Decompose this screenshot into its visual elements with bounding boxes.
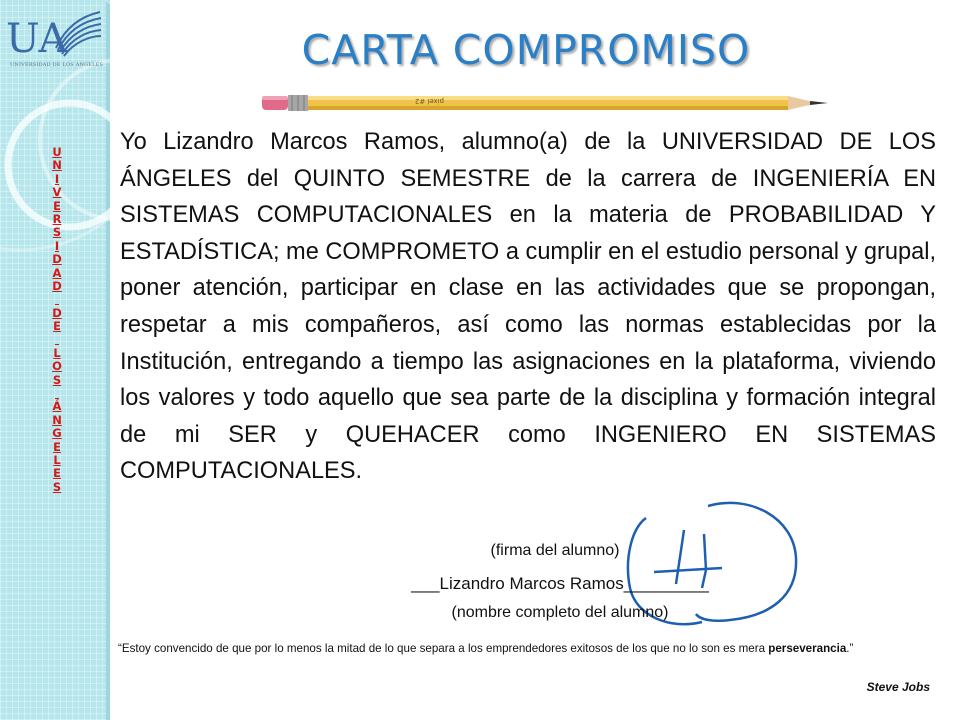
sidebar-letter: S: [52, 372, 62, 387]
university-logo: [4, 8, 102, 70]
sidebar-letter: E: [53, 198, 61, 213]
sidebar-letter: E: [53, 466, 61, 481]
sidebar-letter: R: [52, 211, 62, 226]
sidebar-letter: S: [52, 479, 62, 494]
sidebar-vertical-text: [47, 146, 67, 494]
sidebar-edge: [106, 0, 110, 720]
sidebar-letter: O: [52, 359, 62, 374]
sidebar-letter: I: [54, 238, 60, 253]
sidebar-letter: D: [52, 252, 62, 267]
sidebar-letter: N: [52, 412, 62, 427]
logo-university-name: UNIVERSIDAD DE LOS ÁNGELES: [10, 62, 104, 68]
sidebar-letter: [55, 293, 59, 306]
sidebar-letter: I: [54, 171, 60, 186]
quote-author: Steve Jobs: [866, 680, 930, 694]
sidebar-letter: S: [52, 225, 62, 240]
signature-label: (firma del alumno): [490, 542, 620, 559]
sidebar-letter: A: [52, 265, 62, 280]
sidebar-letter: U: [52, 145, 62, 159]
sidebar-letter: L: [53, 345, 61, 360]
quote-text: “Estoy convencido de que por lo menos la mitad de lo que separa a los emprendedores exitosos de los que no lo son es mera: [118, 642, 769, 655]
commitment-letter-body: [120, 124, 937, 490]
letter-text: Yo Lizandro Marcos Ramos, alumno(a) de la UNIVERSIDAD DE LOS ÁNGELES del QUINTO SEMESTRE de la carrera de INGENIERÍA EN SISTEMAS COMPUTACIONALES en la materia de PROBABILIDAD Y ESTADÍSTICA; me COMPROMETO a cumplir en el estudio personal y grupal, poner atención, participar en clase en las actividades que se propongan, respetar a mis compañeros, así como las normas establecidas por la Institución, entregando a tiempo las asignaciones en la plataforma, viviendo los valores y todo aquello que sea parte de la disciplina y formación integral de mi SER y QUEHACER como INGENIERO EN SISTEMAS COMPUTACIONALES.: [120, 129, 937, 485]
sidebar-letter: E: [53, 439, 61, 454]
quote-emphasis: perseverancia: [768, 642, 847, 655]
sidebar-letter: L: [53, 452, 61, 467]
quote-closing: .”: [846, 642, 854, 655]
sidebar-letter: G: [52, 426, 62, 441]
ua-logo-mark: [4, 8, 102, 60]
student-name-line: ___Lizandro Marcos Ramos_________: [411, 574, 709, 593]
page-title: CARTA COMPROMISO: [301, 26, 751, 74]
motivational-quote: [118, 639, 918, 659]
pencil-icon: [262, 88, 836, 114]
sidebar-letter: E: [53, 319, 61, 334]
sidebar-letter: N: [52, 158, 62, 173]
sidebar-letter: [55, 333, 59, 346]
sidebar-letter: D: [52, 278, 62, 293]
sidebar-letter: V: [52, 185, 62, 200]
sidebar-letter: Á: [52, 399, 62, 414]
full-name-label: (nombre completo del alumno): [451, 604, 669, 621]
svg-text:UA: UA: [6, 16, 68, 60]
sidebar-letter: D: [52, 305, 62, 320]
svg-text:pixel #2: pixel #2: [414, 97, 444, 105]
